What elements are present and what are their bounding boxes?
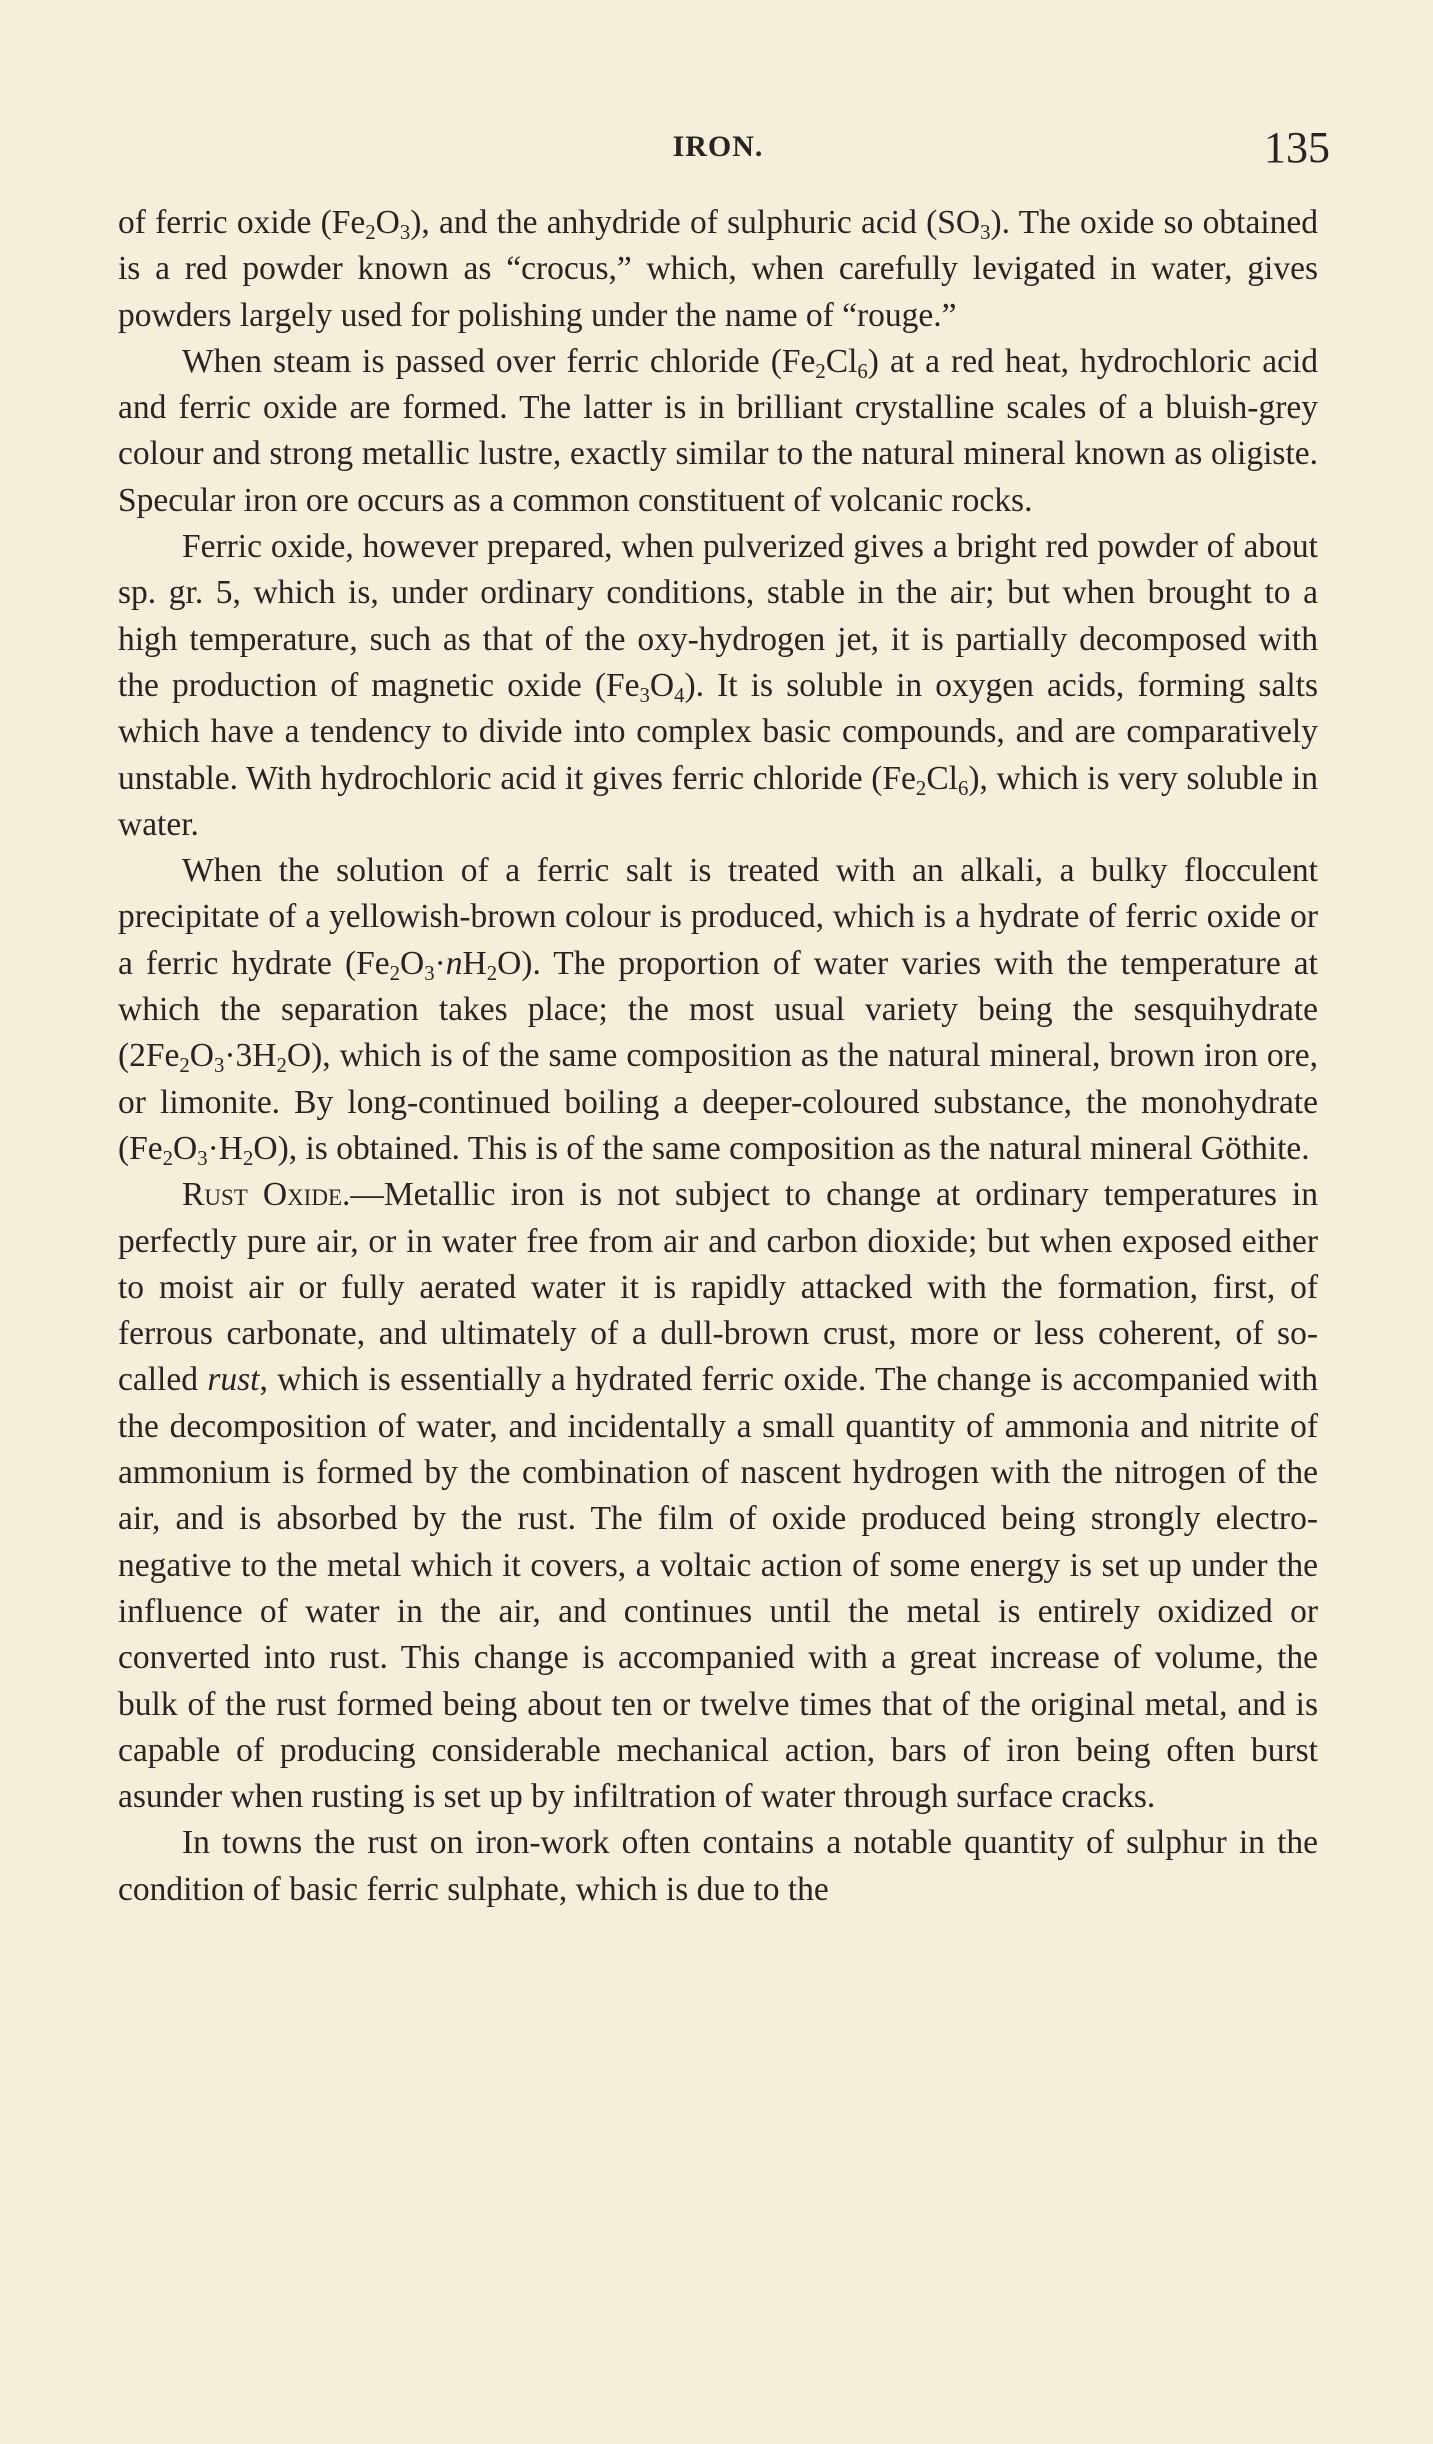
text-run: ). It is soluble in oxygen acids, forming salts which have a tendency to divide into complex basic compounds, and are comparatively unstable. With hydrochloric acid it gives ferric chloride (Fe	[118, 666, 1318, 797]
text-run: Cl	[926, 759, 958, 797]
paragraph-1	[118, 200, 1318, 339]
text-run: ), which is very soluble in water.	[118, 759, 1318, 843]
subscript: 2	[365, 221, 376, 245]
subscript: 2	[389, 961, 400, 985]
subscript: 6	[957, 776, 969, 800]
subscript: 3	[214, 1054, 225, 1078]
italic-text: n	[445, 944, 463, 982]
text-run: ·	[434, 944, 446, 982]
subscript: 3	[399, 221, 411, 245]
text-run: of ferric oxide (Fe	[118, 204, 366, 241]
subscript: 2	[915, 776, 927, 800]
subscript: 4	[674, 684, 685, 708]
paragraph-2	[118, 339, 1318, 524]
text-run: Ferric oxide, however prepared, when pulverized gives a bright red powder of about sp. gr. 5, which is, under ordinary conditions, stable in the air; but when brought to a high temperature, such as that of the oxy-hydrogen jet, it is partially decomposed with the production of magnetic oxide (Fe	[118, 528, 1318, 704]
text-run: O), which is of the same composition as the natural mineral, brown iron ore, or limonite. By long-continued boiling a deeper-coloured substance, the monohydrate (Fe	[118, 1037, 1318, 1167]
page-number: 135	[1264, 123, 1330, 172]
text-run: O	[375, 204, 400, 241]
paragraph-6	[118, 1820, 1318, 1913]
subscript: 2	[243, 1147, 254, 1171]
paragraph-3	[118, 524, 1318, 848]
text-run: ) at a red heat, hydrochloric acid and ferric oxide are formed. The latter is in brilliant crystalline scales of a bluish-grey colour and strong metallic lustre, exactly similar to the natural mineral known as oligiste. Specular iron ore occurs as a common constituent of volcanic rocks.	[118, 342, 1319, 519]
subscript: 2	[162, 1147, 174, 1171]
page-title: IRON.	[672, 130, 764, 163]
text-run: O). The proportion of water varies with the temperature at which the separation takes place; the most usual variety being the sesquihydrate (2Fe	[118, 944, 1318, 1075]
text-run: ), and the anhydride of sulphuric acid (SO	[410, 204, 981, 241]
text-run: Cl	[825, 342, 858, 380]
subscript: 3	[980, 221, 991, 245]
text-run: When steam is passed over ferric chloride (Fe	[182, 342, 816, 380]
subscript: 3	[639, 684, 650, 708]
subscript: 6	[857, 360, 868, 384]
running-head	[118, 122, 1330, 182]
text-run: , which is essentially a hydrated ferric oxide. The change is accompanied with the decomposition of water, and incidentally a small quantity of ammonia and nitrite of ammonium is formed by the combination of nascent hydrogen with the nitrogen of the air, and is absorbed by the rust. The film of oxide produced being strongly electro-negative to the metal which it covers, a voltaic action of some energy is set up under the influence of water in the air, and continues until the metal is entirely oxidized or converted into rust. This change is accompanied with a great increase of volume, the bulk of the rust formed being about ten or twelve times that of the original metal, and is capable of producing considerable mechanical action, bars of iron being often burst asunder when rusting is set up by infiltration of water through surface cracks.	[118, 1361, 1318, 1816]
subscript: 3	[424, 961, 435, 985]
text-run: ·H	[207, 1129, 243, 1167]
subscript: 3	[197, 1147, 208, 1171]
section-heading: Rust Oxide.	[182, 1176, 351, 1214]
text-run: O	[189, 1037, 214, 1075]
text-run: O	[649, 666, 675, 704]
subscript: 2	[815, 360, 826, 384]
paragraph-4	[118, 848, 1318, 1172]
text-run: In towns the rust on iron-work often contains a notable quantity of sulphur in the condition of basic ferric sulphate, which is due to the	[118, 1824, 1318, 1908]
body-text	[118, 200, 1318, 1913]
text-run: When the solution of a ferric salt is treated with an alkali, a bulky flocculent precipitate of a yellowish-brown colour is produced, which is a hydrate of ferric oxide or a ferric hydrate (Fe	[118, 852, 1318, 982]
text-run: —Metallic iron is not subject to change at ordinary temperatures in perfectly pure air, or in water free from air and carbon dioxide; but when exposed either to moist air or fully aerated water it is rapidly attacked with the formation, first, of ferrous carbonate, and ultimately of a dull-brown crust, more or less coherent, of so-called	[118, 1176, 1319, 1399]
text-run: O	[400, 944, 425, 982]
subscript: 2	[276, 1054, 287, 1078]
italic-text: rust	[207, 1361, 260, 1399]
subscript: 2	[179, 1054, 190, 1078]
text-run: ). The oxide so obtained is a red powder known as “crocus,” which, when carefully levigated in water, gives powders largely used for polishing under the name of “rouge.”	[118, 204, 1318, 334]
text-run: O), is obtained. This is of the same composition as the natural mineral Göthite.	[253, 1129, 1310, 1167]
paragraph-5	[118, 1172, 1318, 1820]
text-run: ·3H	[224, 1037, 277, 1075]
text-run: H	[462, 944, 487, 982]
text-run: O	[173, 1129, 198, 1167]
subscript: 2	[486, 961, 498, 985]
